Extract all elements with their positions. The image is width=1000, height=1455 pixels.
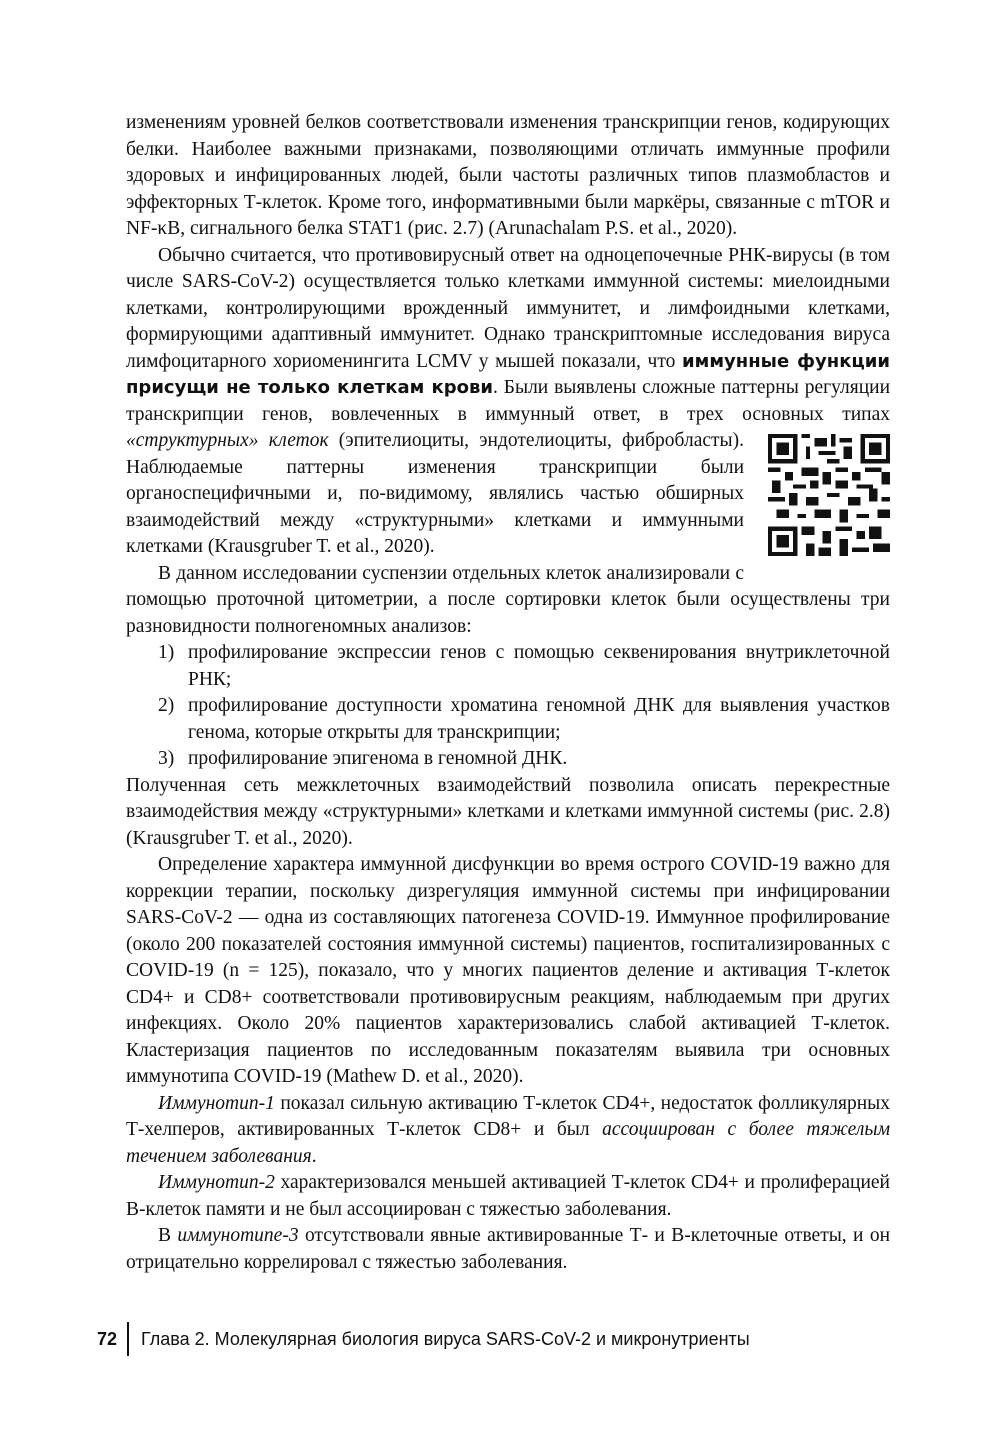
paragraph-8 [126, 1223, 890, 1276]
list-number: 1) [158, 642, 175, 663]
paragraph-2-end: (эпителиоциты, эндотелиоциты, фибробласты). Наблюдаемые паттерны изменения транскрипции были органоспецифичными и, по-видимому, являлись частью обширных взаимодействий между «структурными» клетками и иммунными клетками (Krausgruber T. et al., 2020). [126, 430, 745, 557]
immunotype-1-label: Иммунотип-1 [158, 1092, 275, 1114]
list-item-text: профилирование доступности хроматина геномной ДНК для выявления участков генома, которые открыты для транскрипции; [188, 695, 890, 743]
paragraph-6-end: . [311, 1145, 317, 1167]
paragraph-6-italic: ассоциирован с более тяжелым течением заболевания [126, 1119, 891, 1167]
paragraph-4: Полученная сеть межклеточных взаимодействий позволила описать перекрестные взаимодействия между «структурными» клетками и клетками иммунной системы (рис. 2.8) (Krausgruber T. et al., 2020). [126, 774, 890, 849]
paragraph-5: Определение характера иммунной дисфункции во время острого COVID-19 важно для коррекции терапии, поскольку дизрегуляция иммунной системы при инфицировании SARS-CoV-2 — одна из составляющих патогенеза COVID-19. Иммунное профилирование (около 200 показателей состояния иммунной системы) пациентов, госпитализированных с COVID-19 (n = 125), показало, что у многих пациентов деление и активация Т-клеток CD4+ и CD8+ соответствовали противовирусным реакциям, наблюдаемым при других инфекциях. Около 20% пациентов характеризовались слабой активацией Т-клеток. Кластеризация пациентов по исследованным показателям выявила три основных иммунотипа COVID-19 (Mathew D. et al., 2020). [126, 854, 890, 1087]
paragraph-1: изменениям уровней белков соответствовали изменения транскрипции генов, кодирующих белки. Наиболее важными признаками, позволяющими отличать иммунные профили здоровых и инфицированных людей, были частоты различных типов плазмобластов и эффекторных Т-клеток. Кроме того, информативными были маркёры, связанные с mTOR и NF-κB, сигнального белка STAT1 (рис. 2.7) (Arunachalam P.S. et al., 2020). [126, 112, 890, 239]
bold-phrase: иммунные функции присущи не только клеткам крови [126, 350, 890, 398]
paragraph-2-mid: . Были выявлены сложные паттерны регуляции транскрипции генов, вовлеченных в иммунный ответ, в трех основных типах [126, 377, 891, 425]
list-item [126, 746, 890, 773]
paragraph-8-end: отсутствовали явные активированные Т- и В-клеточные ответы, и он отрицательно коррелировал с тяжестью заболевания. [126, 1225, 891, 1273]
numbered-list [126, 640, 890, 773]
list-item [126, 640, 890, 693]
paragraph-7-end: характеризовался меньшей активацией Т-клеток CD4+ и пролиферацией В-клеток памяти и не был ассоциирован с тяжестью заболевания. [126, 1172, 890, 1220]
list-number: 3) [158, 748, 175, 769]
list-item [126, 693, 890, 746]
main-text [126, 110, 890, 1276]
paragraph-7 [126, 1170, 890, 1223]
paragraph-6-mid: показал сильную активацию Т-клеток CD4+, недостаток фолликулярных Т-хелперов, активированных Т-клеток CD8+ и был [126, 1092, 891, 1140]
immunotype-3-label: иммунотипе-3 [177, 1225, 299, 1246]
paragraph-6 [126, 1091, 890, 1171]
immunotype-2-label: Иммунотип-2 [158, 1172, 275, 1193]
paragraph-3: В данном исследовании суспензии отдельных клеток анализировали с помощью проточной цитометрии, а после сортировки клеток были осуществлены три разновидности полногеномных анализов: [126, 562, 890, 637]
chapter-title: Глава 2. Молекулярная биология вируса SARS-CoV-2 и микронутриенты [141, 1328, 750, 1349]
list-item-text: профилирование эпигенома в геномной ДНК. [188, 748, 568, 769]
page-number: 72 [97, 1328, 118, 1349]
italic-phrase: «структурных» клеток [126, 430, 329, 451]
paragraph-8-start: В [158, 1225, 172, 1246]
qr-code-icon[interactable] [768, 434, 890, 556]
list-number: 2) [158, 695, 175, 716]
page-footer [97, 1322, 750, 1356]
paragraph-2-start: Обычно считается, что противовирусный ответ на одноцепочечные РНК-вирусы (в том числе SARS-CoV-2) осуществляется только клетками иммунной системы: миелоидными клетками, контролирующими врожденный иммунитет, и лимфоидными клетками, формирующими адаптивный иммунитет. Однако транскриптомные исследования вируса лимфоцитарного хориоменингита LCMV у мышей показали, что [126, 244, 890, 372]
footer-divider [127, 1322, 129, 1356]
paragraph-2 [126, 243, 890, 561]
list-item-text: профилирование экспрессии генов с помощью секвенирования внутриклеточной РНК; [188, 642, 890, 690]
